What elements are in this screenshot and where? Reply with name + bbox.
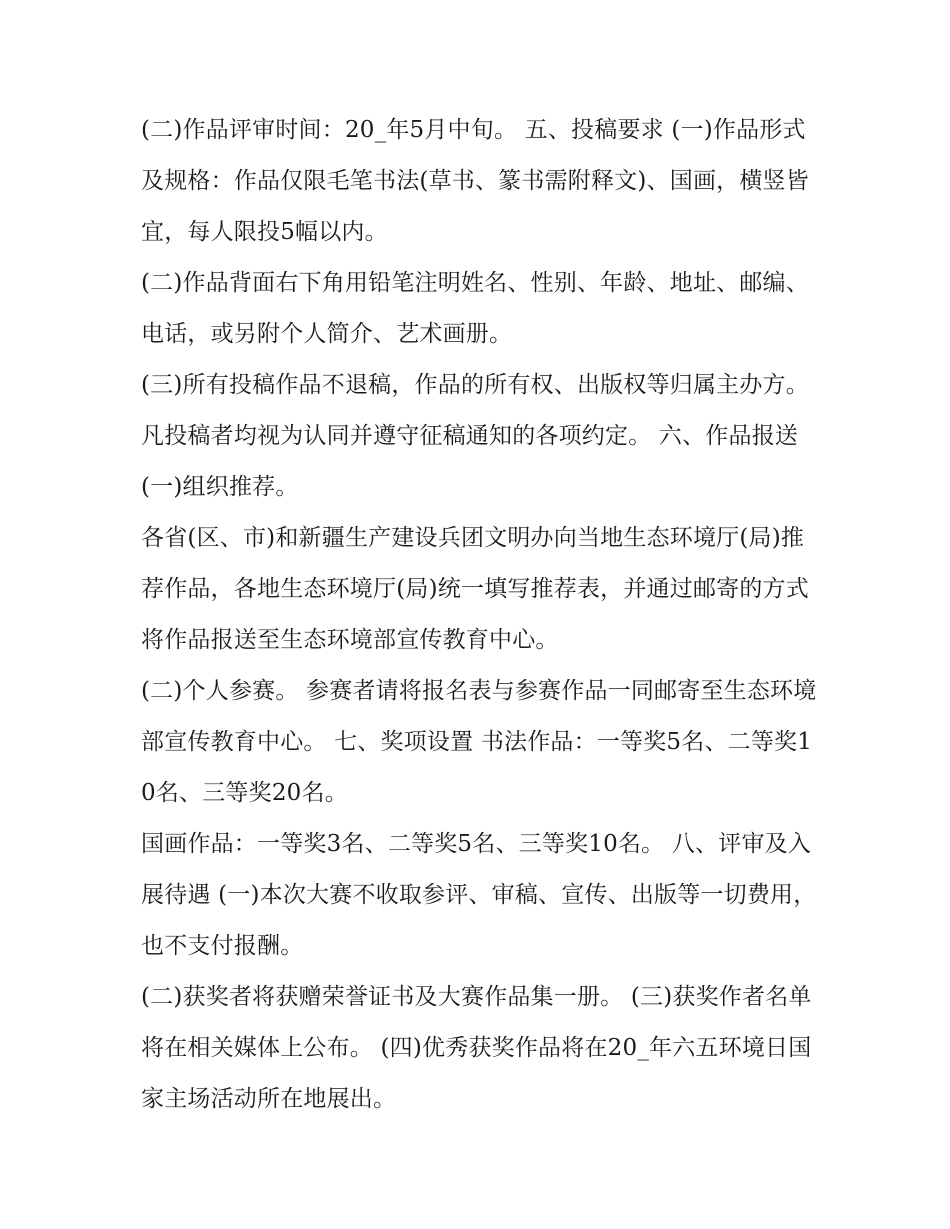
- paragraph-back-annotation: (二)作品背面右下角用铅笔注明姓名、性别、年龄、地址、邮编、电话，或另附个人简介、艺术画册。: [141, 270, 809, 347]
- paragraph-individual-entry-and-calligraphy-awards: (二)个人参赛。 参赛者请将报名表与参赛作品一同邮寄至生态环境部宣传教育中心。 七、奖项设置 书法作品：一等奖5名、二等奖10名、三等奖20名。: [141, 678, 817, 806]
- paragraph-ownership-and-delivery: (三)所有投稿作品不退稿，作品的所有权、出版权等归属主办方。凡投稿者均视为认同并遵守征稿通知的各项约定。 六、作品报送 (一)组织推荐。: [141, 372, 809, 500]
- paragraph-painting-awards-and-fees: 国画作品：一等奖3名、二等奖5名、三等奖10名。 八、评审及入展待遇 (一)本次大赛不收取参评、审稿、宣传、出版等一切费用，也不支付报酬。: [141, 831, 817, 959]
- paragraph-winner-benefits: (二)获奖者将获赠荣誉证书及大赛作品集一册。 (三)获奖作者名单将在相关媒体上公布。 (四)优秀获奖作品将在20_年六五环境日国家主场活动所在地展出。: [141, 984, 812, 1112]
- paragraph-provincial-recommendation: 各省(区、市)和新疆生产建设兵团文明办向当地生态环境厅(局)推荐作品，各地生态环境厅(局)统一填写推荐表，并通过邮寄的方式将作品报送至生态环境部宣传教育中心。: [141, 525, 809, 653]
- paragraph-review-time-and-submission-format: (二)作品评审时间：20_年5月中旬。 五、投稿要求 (一)作品形式及规格：作品仅限毛笔书法(草书、篆书需附释文)、国画，横竖皆宜，每人限投5幅以内。: [141, 117, 809, 245]
- document-body: [141, 105, 821, 1125]
